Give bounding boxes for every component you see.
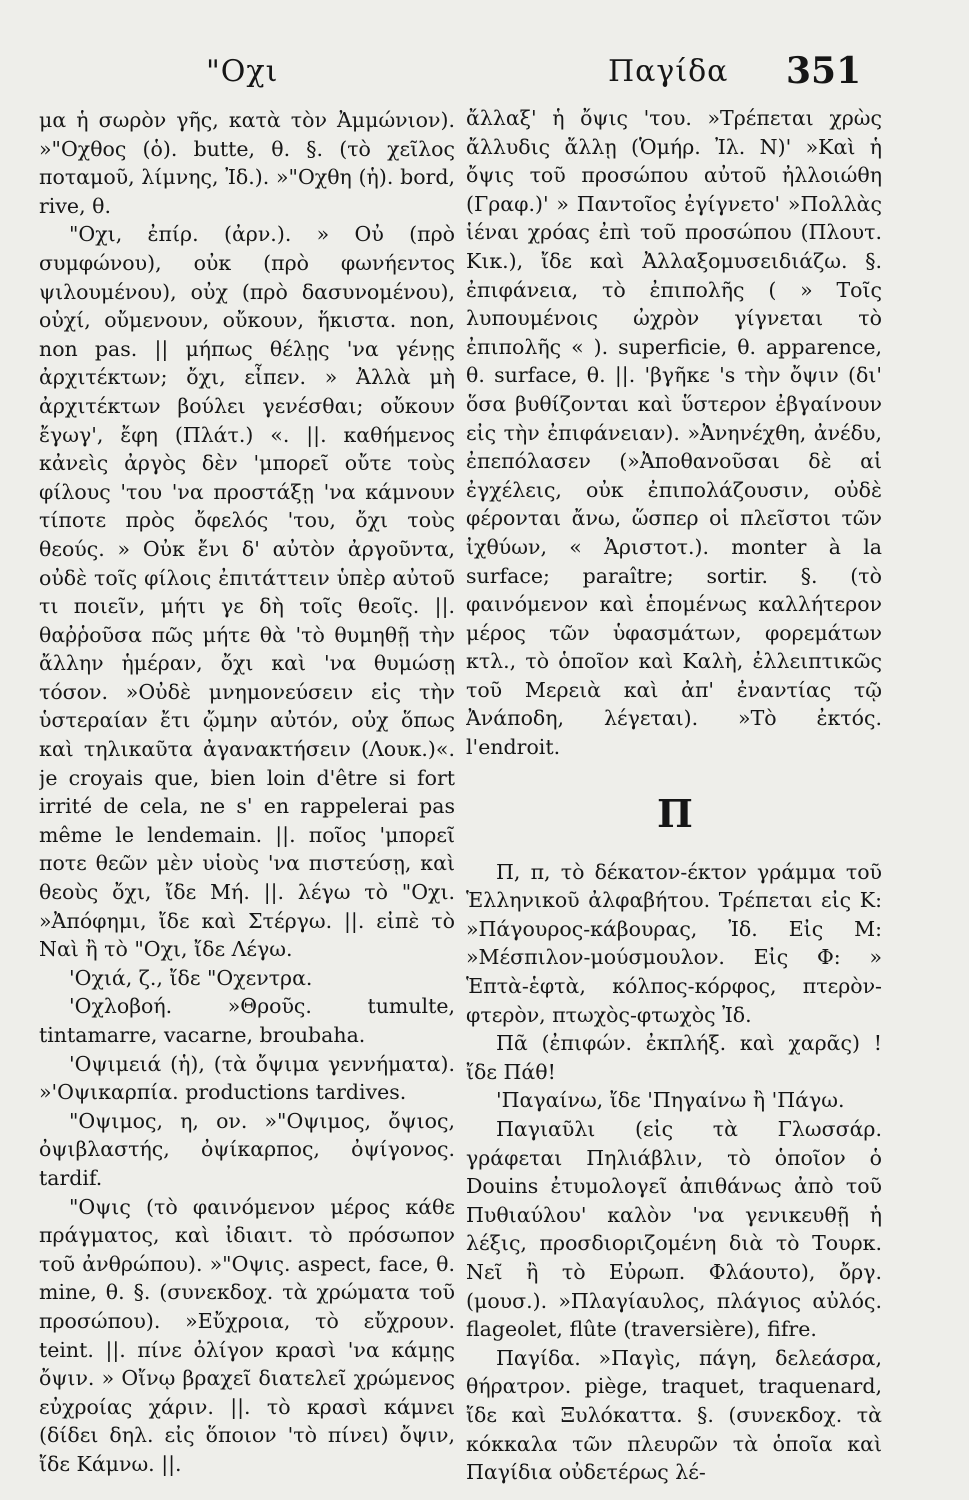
section-letter-pi: Π [657,790,691,836]
entry-pagida: Παγίδα. »Παγὶς, πάγη, δελεάσρα, θήρατρον. piège, traquet, traquenard, ἴδε καὶ Ξυλόκαττα. §. (συνεκδοχ. τὰ κόκκαλα τῶν πλευρῶν τὰ ὁποῖα καὶ Παγίδια οὐδετέρως λέ- [466,1345,882,1485]
left-column [39,106,455,1479]
entry-ochi: "Οχι, ἐπίρ. (ἀρν.). » Οὐ (πρὸ συμφώνου), οὐκ (πρὸ φωνήεντος ψιλουμένου), οὐχ (πρὸ δασυνομένου), οὐχί, οὔμενουν, οὔκουν, ἥκιστα. non, non pas. || μήπως θέλῃς 'να γένῃς ἀρχιτέκτων; ὄχι, εἶπεν. » Ἀλλὰ μὴ ἀρχιτέκτων βούλει γενέσθαι; οὔκουν ἔγωγ', ἔφη (Πλάτ.) «. ||. καθήμενος κἀνεὶς ἀργὸς δὲν 'μπορεῖ οὔτε τοὺς φίλους 'του 'να προστάξῃ 'να κάμνουν τίποτε πρὸς ὄφελός 'του, ὄχι τοὺς θεούς. » Οὐκ ἔνι δ' αὐτὸν ἀργοῦντα, οὐδὲ τοῖς φίλοις ἐπιτάττειν ὑπὲρ αὐτοῦ τι ποιεῖν, μήτι γε δὴ τοῖς θεοῖς. ||. θαῤῥοῦσα πῶς μήτε θὰ 'τὸ θυμηθῇ τὴν ἄλλην ἡμέραν, ὄχι καὶ 'να θυμώσῃ τόσον. »Οὐδὲ μνημονεύσειν εἰς τὴν ὑστεραίαν ἔτι ᾤμην αὐτόν, οὐχ ὅπως καὶ τηλικαῦτα ἀγανακτήσειν (Λουκ.)«. je croyais que, bien loin d'être si fort irrité de cela, ne s' en rappelerai pas même le lendemain. ||. ποῖος 'μπορεῖ ποτε θεῶν μὲν υἱοὺς 'να πιστεύσῃ, καὶ θεοὺς ὄχι, ἴδε Μή. ||. λέγω τὸ "Οχι. »Ἀπόφημι, ἴδε καὶ Στέργω. ||. εἰπὲ τὸ Ναὶ ἢ τὸ "Οχι, ἴδε Λέγω. [39,222,455,962]
entry-ochloboi: 'Οχλοβοή. »Θροῦς. tumulte, tintamarre, vacarne, broubaha. [39,994,455,1047]
entry-ochia: 'Οχιά, ζ., ἴδε "Οχεντρα. [69,965,313,990]
running-header-first-word: "Οχι [206,54,279,89]
entry-paragraph-continued: ἄλλαξ' ἡ ὄψις 'του. »Τρέπεται χρὼς ἄλλυδις ἄλλῃ (Ὁμήρ. Ἰλ. Ν)' »Καὶ ἡ ὄψις τοῦ προσώπου αὐτοῦ ἠλλοιώθη (Γραφ.)' » Παντοῖος ἐγίγνετο' »Πολλὰς ἱέναι χρόας ἐπὶ τοῦ προσώπου (Πλουτ. Κικ.), ἴδε καὶ Ἀλλαξομυσειδιάζω. §. ἐπιφάνεια, τὸ ἐπιπολῆς ( » Τοῖς λυπουμένοις ὠχρὸν γίγνεται τὸ ἐπιπολῆς « ). superficie, θ. apparence, θ. surface, θ. ||. 'βγῆκε 's τὴν ὄψιν (δι' ὅσα βυθίζονται καὶ ὕστερον ἐβγαίνουν εἰς τὴν ἐπιφάνειαν). »Ἀνηνέχθη, ἀνέδυ, ἐπεπόλασεν (»Ἀποθανοῦσαι δὲ αἱ ἐγχέλεις, οὐκ ἐπιπολάζουσιν, οὐδὲ φέρονται ἄνω, ὥσπερ οἱ πλεῖστοι τῶν ἰχθύων, « Ἀριστοτ.). monter à la surface; paraître; sortir. §. (τὸ φαινόμενον καὶ ἑπομένως καλλήτερον μέρος τῶν ὑφασμάτων, φορεμάτων κτλ., τὸ ὁποῖον καὶ Καλὴ, ἐλλειπτικῶς τοῦ Μερειὰ καὶ ἀπ' ἐναντίας τῷ Ἀνάποδη, λέγεται). »Τὸ ἐκτός. l'endroit. [466,106,882,760]
running-header-last-word: Παγίδα [608,54,729,89]
entry-opsis: "Οψις (τὸ φαινόμενον μέρος κάθε πράγματος, καὶ ἰδιαιτ. τὸ πρόσωπον τοῦ ἀνθρώπου). »"Οψις. aspect, face, θ. mine, θ. §. (συνεκδοχ. τὰ χρώματα τοῦ προσώπου). »Εὔχροια, τὸ εὔχρουν. teint. ||. πίνε ὀλίγον κρασὶ 'να κάμῃς ὄψιν. » Οἴνῳ βραχεῖ διατελεῖ χρώμενος εὐχροίας χάριν. ||. τὸ κρασὶ κάμνει (δίδει δηλ. εἰς ὅποιον 'τὸ πίνει) ὄψιν, ἴδε Κάμνω. ||. [39,1194,455,1476]
entry-opsimeia: 'Οψιμειά (ἡ), (τὰ ὄψιμα γεννήματα). »'Οψικαρπία. productions tardives. [39,1051,455,1105]
page-number: 351 [786,50,862,92]
entry-pagaino: 'Παγαίνω, ἴδε 'Πηγαίνω ἢ 'Πάγω. [496,1088,845,1113]
entry-pi-letter: Π, π, τὸ δέκατον-έκτον γράμμα τοῦ Ἑλληνικοῦ ἀλφαβήτου. Τρέπεται εἰς Κ: »Πάγουρος-κάβουρας, Ἰδ. Εἰς Μ: »Μέσπιλον-μούσμουλον. Εἰς Φ: » Ἑπτὰ-ἑφτὰ, κόλπος-κόρφος, πτερὸν-φτερὸν, πτωχὸς-φτωχὸς Ἰδ. [466,859,882,1027]
entry-paragraph: μα ἡ σωρὸν γῆς, κατὰ τὸν Ἀμμώνιον). »"Οχθος (ὁ). butte, θ. §. (τὸ χεῖλος ποταμοῦ, λίμνης, Ἰδ.). »"Οχθη (ἡ). bord, rive, θ. [39,108,455,218]
right-column [466,104,882,1487]
entry-pa: Πᾶ (ἐπιφών. ἐκπλήξ. καὶ χαρᾶς) ! ἴδε Πάθ! [466,1031,882,1084]
entry-opsimos: "Οψιμος, η, ον. »"Οψιμος, ὄψιος, ὀψιβλαστής, ὀψίκαρπος, ὀψίγονος. tardif. [39,1108,455,1190]
entry-pagiavli: Παγιαῦλι (εἰς τὰ Γλωσσάρ. γράφεται Πηλιάβλιν, τὸ ὁποῖον ὁ Douins ἐτυμολογεῖ ἀπιθάνως ἀπὸ τοῦ Πυθιαύλου' καλὸν 'να γενικευθῇ ἡ λέξις, προσδιοριζομένη διὰ τὸ Τουρκ. Νεῖ ἢ τὸ Εὐρωπ. Φλάουτο), ὄργ. (μουσ.). »Πλαγίαυλος, πλάγιος αὐλός. flageolet, flûte (traversière), fifre. [466,1117,882,1342]
